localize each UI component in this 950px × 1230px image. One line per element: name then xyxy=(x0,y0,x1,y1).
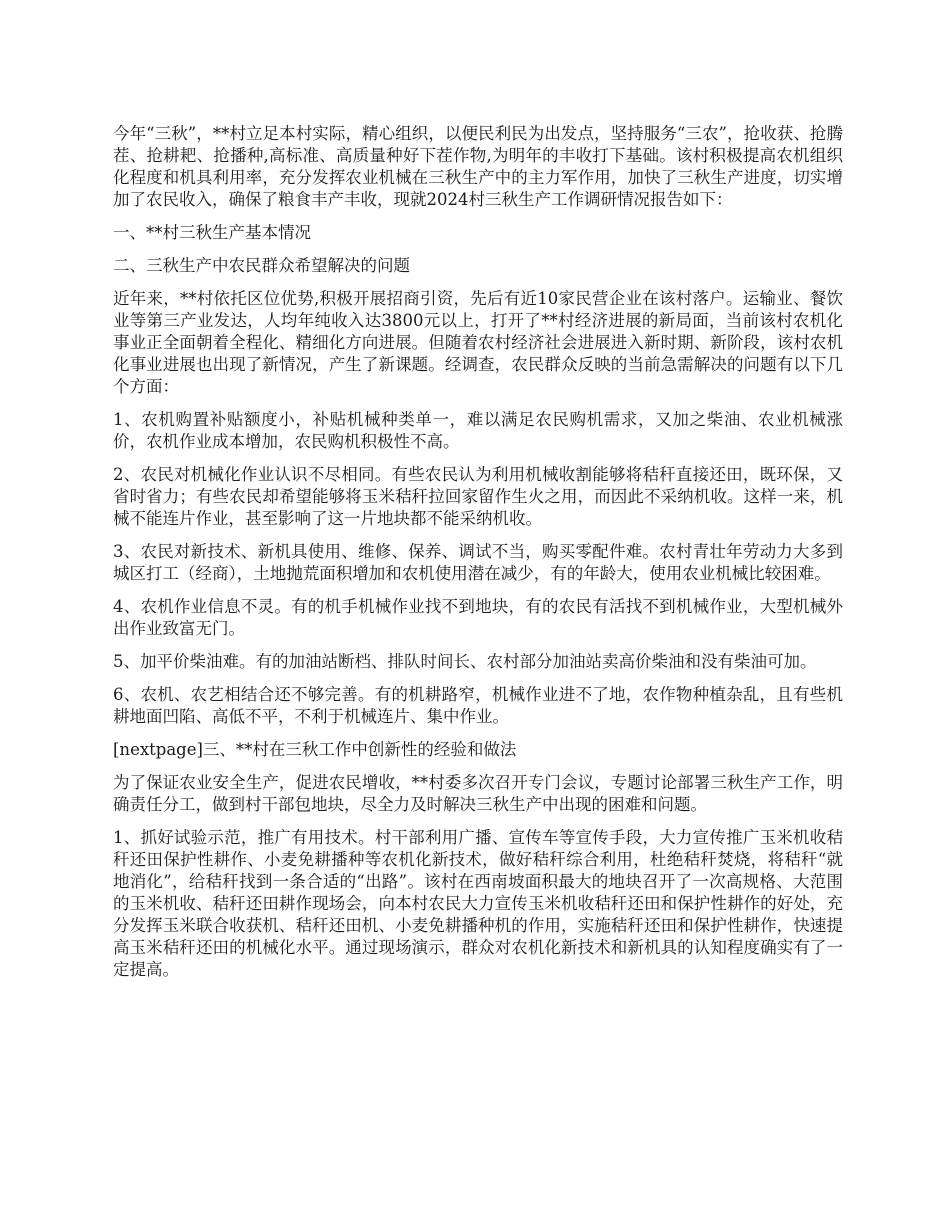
section-3-intro-paragraph: 为了保证农业安全生产，促进农民增收，**村委多次召开专门会议，专题讨论部署三秋生产工作，明确责任分工，做到村干部包地块，尽全力及时解决三秋生产中出现的困难和问题。 xyxy=(113,773,843,814)
experience-item-1: 1、抓好试验示范，推广有用技术。村干部利用广播、宣传车等宣传手段，大力宣传推广玉米机收秸秆还田保护性耕作、小麦免耕播种等农机化新技术，做好秸秆综合利用，杜绝秸秆焚烧，将秸秆“就地消化”，给秸秆找到一条合适的“出路”。该村在西南坡面积最大的地块召开了一次高规格、大范围的玉米机收、秸秆还田耕作现场会，向本村农民大力宣传玉米机收秸秆还田和保护性耕作的好处，充分发挥玉米联合收获机、秸秆还田机、小麦免耕播种机的作用，实施秸秆还田和保护性耕作，快速提高玉米秸秆还田的机械化水平。通过现场演示，群众对农机化新技术和新机具的认知程度确实有了一定提高。 xyxy=(113,828,843,979)
problem-item-4: 4、农机作业信息不灵。有的机手机械作业找不到地块，有的农民有活找不到机械作业，大型机械外出作业致富无门。 xyxy=(113,597,843,638)
problem-item-2: 2、农民对机械化作业认识不尽相同。有些农民认为利用机械收割能够将秸秆直接还田，既环保，又省时省力；有些农民却希望能够将玉米秸秆拉回家留作生火之用，而因此不采纳机收。这样一来，机械不能连片作业，甚至影响了这一片地块都不能采纳机收。 xyxy=(113,465,843,528)
section-heading-1: 一、**村三秋生产基本情况 xyxy=(113,223,311,242)
problem-item-5: 5、加平价柴油难。有的加油站断档、排队时间长、农村部分加油站卖高价柴油和没有柴油可加。 xyxy=(113,652,817,671)
problem-item-1: 1、农机购置补贴额度小，补贴机械种类单一，难以满足农民购机需求，又加之柴油、农业机械涨价，农机作业成本增加，农民购机积极性不高。 xyxy=(113,410,843,451)
section-heading-2: 二、三秋生产中农民群众希望解决的问题 xyxy=(113,256,410,275)
problem-item-6: 6、农机、农艺相结合还不够完善。有的机耕路窄，机械作业进不了地，农作物种植杂乱，且有些机耕地面凹陷、高低不平，不利于机械连片、集中作业。 xyxy=(113,685,843,726)
section-2-intro-paragraph: 近年来，**村依托区位优势,积极开展招商引资，先后有近10家民营企业在该村落户。运输业、餐饮业等第三产业发达，人均年纯收入达3800元以上，打开了**村经济进展的新局面，当前该村农机化事业正全面朝着全程化、精细化方向进展。但随着农村经济社会进展进入新时期、新阶段，该村农机化事业进展也出现了新情况，产生了新课题。经调查，农民群众反映的当前急需解决的问题有以下几个方面： xyxy=(113,289,843,396)
problem-item-3: 3、农民对新技术、新机具使用、维修、保养、调试不当，购买零配件难。农村青壮年劳动力大多到城区打工（经商），土地抛荒面积增加和农机使用潜在减少，有的年龄大，使用农业机械比较困难。 xyxy=(113,542,843,583)
section-heading-3: [nextpage]三、**村在三秋工作中创新性的经验和做法 xyxy=(113,740,517,759)
document-body xyxy=(113,123,843,992)
intro-paragraph: 今年“三秋”，**村立足本村实际，精心组织，以便民利民为出发点，坚持服务“三农”，抢收获、抢腾茬、抢耕耙、抢播种,高标准、高质量种好下茬作物,为明年的丰收打下基础。该村积极提高农机组织化程度和机具利用率，充分发挥农业机械在三秋生产中的主力军作用，加快了三秋生产进度，切实增加了农民收入，确保了粮食丰产丰收，现就2024村三秋生产工作调研情况报告如下： xyxy=(113,124,843,209)
